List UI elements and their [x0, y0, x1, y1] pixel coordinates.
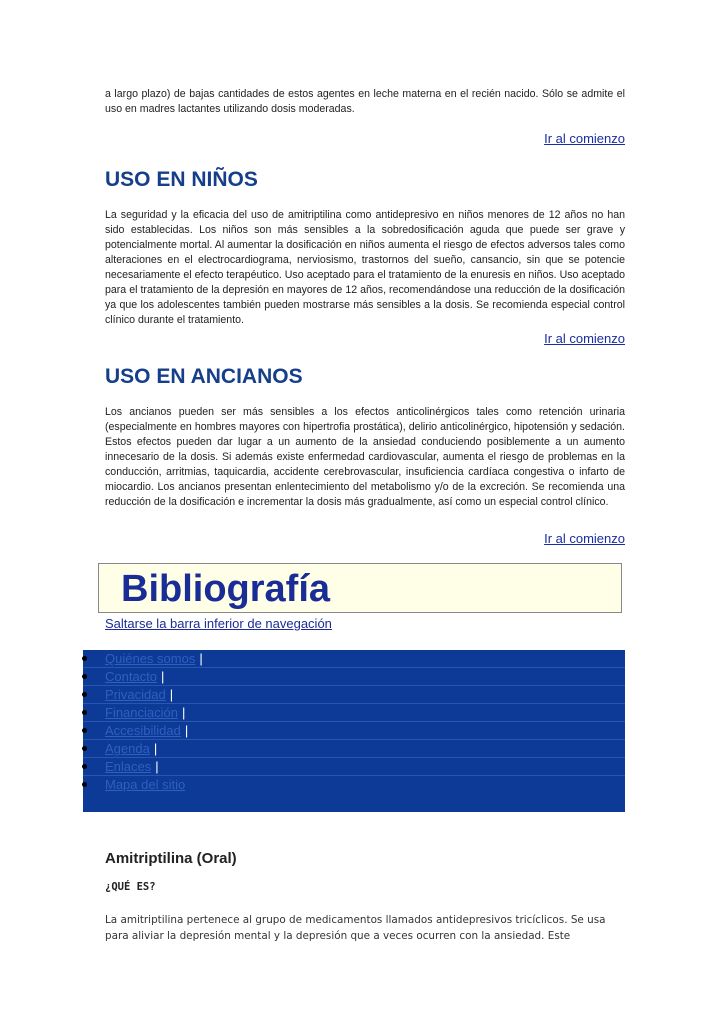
bullet-icon	[82, 710, 87, 715]
nav-link-mapa-del-sitio[interactable]: Mapa del sitio	[105, 777, 186, 792]
drug-question-heading: ¿QUÉ ES?	[105, 881, 156, 893]
bullet-icon	[82, 692, 87, 697]
bullet-icon	[82, 782, 87, 787]
section-ancianos-heading: USO EN ANCIANOS	[105, 365, 303, 388]
footer-navigation	[83, 650, 625, 812]
drug-title: Amitriptilina (Oral)	[105, 850, 237, 867]
bullet-icon	[82, 728, 87, 733]
bullet-icon	[82, 674, 87, 679]
section-ancianos-paragraph: Los ancianos pueden ser más sensibles a los efectos anticolinérgicos tales como retención urinaria (especialmente en hombres mayores con hipertrofia prostática), delirio anticolinérgico, hipotensión y sedación. Estos efectos pueden dar lugar a un aumento de la ansiedad conduciendo posiblemente a un aumento innecesario de la dosis. Si además existe enfermedad cardiovascular, aumenta el riesgo de problemas en la conducción, arritmias, taquicardia, accidente cerebrovascular, insuficiencia cardíaca congestiva o infarto de miocardio. Los ancianos presentan enlentecimiento del metabolismo y/o de la excreción. Se recomienda una reducción de la dosificación e incrementar la dosis más gradualmente, así como un especial control clínico.	[105, 406, 625, 508]
nav-link-financiacion[interactable]: Financiación |	[105, 705, 186, 720]
bullet-icon	[82, 746, 87, 751]
section-ninos-paragraph: La seguridad y la eficacia del uso de amitriptilina como antidepresivo en niños menores de 12 años no han sido establecidas. Los niños son más sensibles a la sobredosificación aguda que puede ser grave y potencialmente mortal. Al aumentar la dosificación en niños aumenta el riesgo de efectos adversos tales como alteraciones en el electrocardiograma, nerviosismo, trastornos del sueño, cansancio, sin que se potencie necesariamente el efecto terapéutico. Uso aceptado para el tratamiento de la enuresis en niños. Uso aceptado para el tratamiento de la depresión en mayores de 12 años, recomendándose una reducción de la dosificación ya que los adolescentes también pueden mostrarse más sensibles a la dosis. Se recomienda especial control clínico durante el tratamiento.	[105, 209, 625, 326]
bibliografia-banner	[98, 563, 622, 613]
back-to-top-link[interactable]: Ir al comienzo	[544, 331, 625, 346]
bibliografia-title: Bibliografía	[121, 568, 331, 610]
nav-item-agenda	[83, 740, 625, 758]
nav-item-financiacion	[83, 704, 625, 722]
nav-item-accesibilidad	[83, 722, 625, 740]
nav-link-privacidad[interactable]: Privacidad |	[105, 687, 174, 702]
nav-item-contacto	[83, 668, 625, 686]
section-ninos-heading: USO EN NIÑOS	[105, 168, 258, 191]
nav-link-accesibilidad[interactable]: Accesibilidad |	[105, 723, 189, 738]
nav-item-mapa-del-sitio	[83, 776, 625, 793]
nav-link-enlaces[interactable]: Enlaces |	[105, 759, 159, 774]
bullet-icon	[82, 764, 87, 769]
nav-link-contacto[interactable]: Contacto |	[105, 669, 165, 684]
back-to-top-link[interactable]: Ir al comienzo	[544, 131, 625, 146]
intro-tail-paragraph: a largo plazo) de bajas cantidades de estos agentes en leche materna en el recién nacido. Sólo se admite el uso en madres lactantes utilizando dosis moderadas.	[105, 88, 625, 115]
back-to-top-link[interactable]: Ir al comienzo	[544, 531, 625, 546]
nav-link-quienes-somos[interactable]: Quiénes somos |	[105, 651, 203, 666]
bullet-icon	[82, 656, 87, 661]
nav-item-quienes-somos	[83, 650, 625, 668]
nav-item-enlaces	[83, 758, 625, 776]
section-ninos-block	[105, 208, 625, 328]
nav-item-privacidad	[83, 686, 625, 704]
drug-description-block	[105, 912, 625, 944]
intro-tail-block	[105, 87, 625, 117]
section-ancianos-block	[105, 405, 625, 510]
drug-description-paragraph: La amitriptilina pertenece al grupo de medicamentos llamados antidepresivos tricíclicos. Se usa para aliviar la depresión mental y la depresión que a veces ocurren con la ansiedad. Este	[105, 914, 606, 942]
nav-link-agenda[interactable]: Agenda |	[105, 741, 158, 756]
skip-nav-link[interactable]: Saltarse la barra inferior de navegación	[105, 616, 332, 631]
